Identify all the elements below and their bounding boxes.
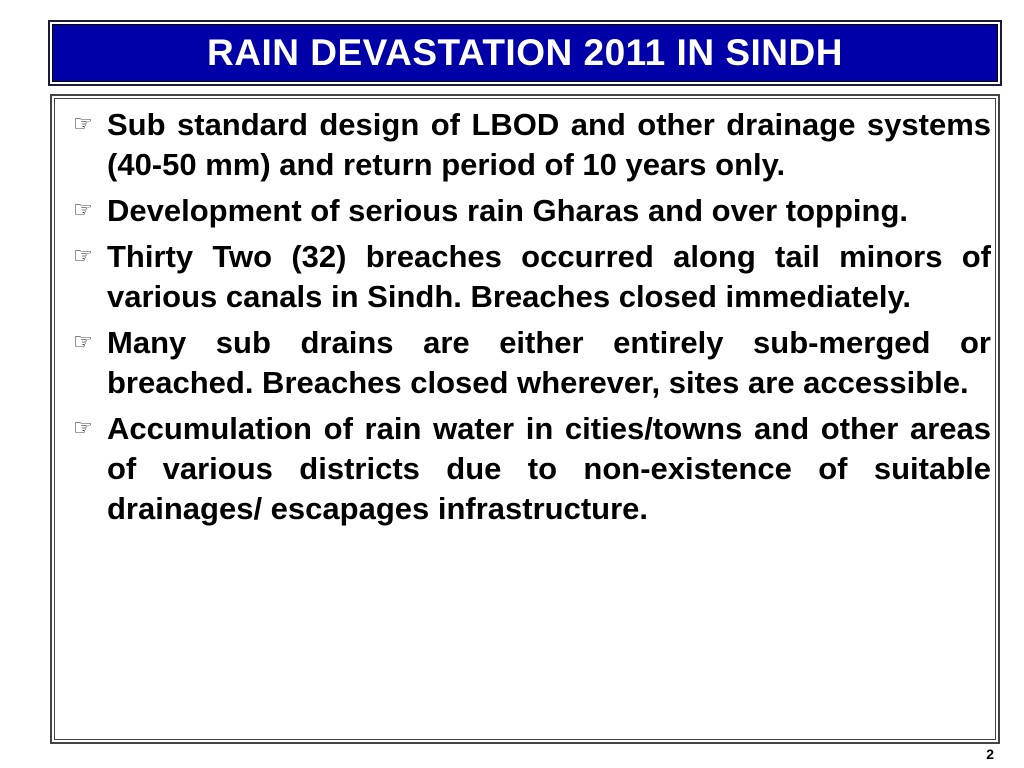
- list-item: [73, 191, 991, 231]
- pointing-hand-icon: ☞: [73, 198, 93, 223]
- pointing-hand-icon: ☞: [73, 244, 93, 269]
- bullet-text: Sub standard design of LBOD and other drainage systems (40-50 mm) and return period of 10 years only.: [107, 107, 991, 182]
- list-item: [73, 237, 991, 317]
- pointing-hand-icon: ☞: [73, 112, 93, 137]
- title-banner: [50, 22, 1000, 84]
- bullet-text: Development of serious rain Gharas and over topping.: [107, 193, 908, 228]
- pointing-hand-icon: ☞: [73, 330, 93, 355]
- bullet-text: Many sub drains are either entirely sub-merged or breached. Breaches closed wherever, sites are accessible.: [107, 325, 991, 400]
- list-item: [73, 105, 991, 185]
- list-item: [73, 323, 991, 403]
- content-frame: [50, 94, 1000, 744]
- bullet-text: Thirty Two (32) breaches occurred along tail minors of various canals in Sindh. Breaches closed immediately.: [107, 239, 991, 314]
- bullet-text: Accumulation of rain water in cities/towns and other areas of various districts due to non-existence of suitable drainages/ escapages infrastructure.: [107, 411, 991, 526]
- pointing-hand-icon: ☞: [73, 416, 93, 441]
- slide-title: RAIN DEVASTATION 2011 IN SINDH: [207, 32, 843, 73]
- page-number: 2: [986, 746, 994, 762]
- list-item: [73, 409, 991, 529]
- content-inner-border: [54, 98, 996, 740]
- bullet-list: [73, 105, 991, 535]
